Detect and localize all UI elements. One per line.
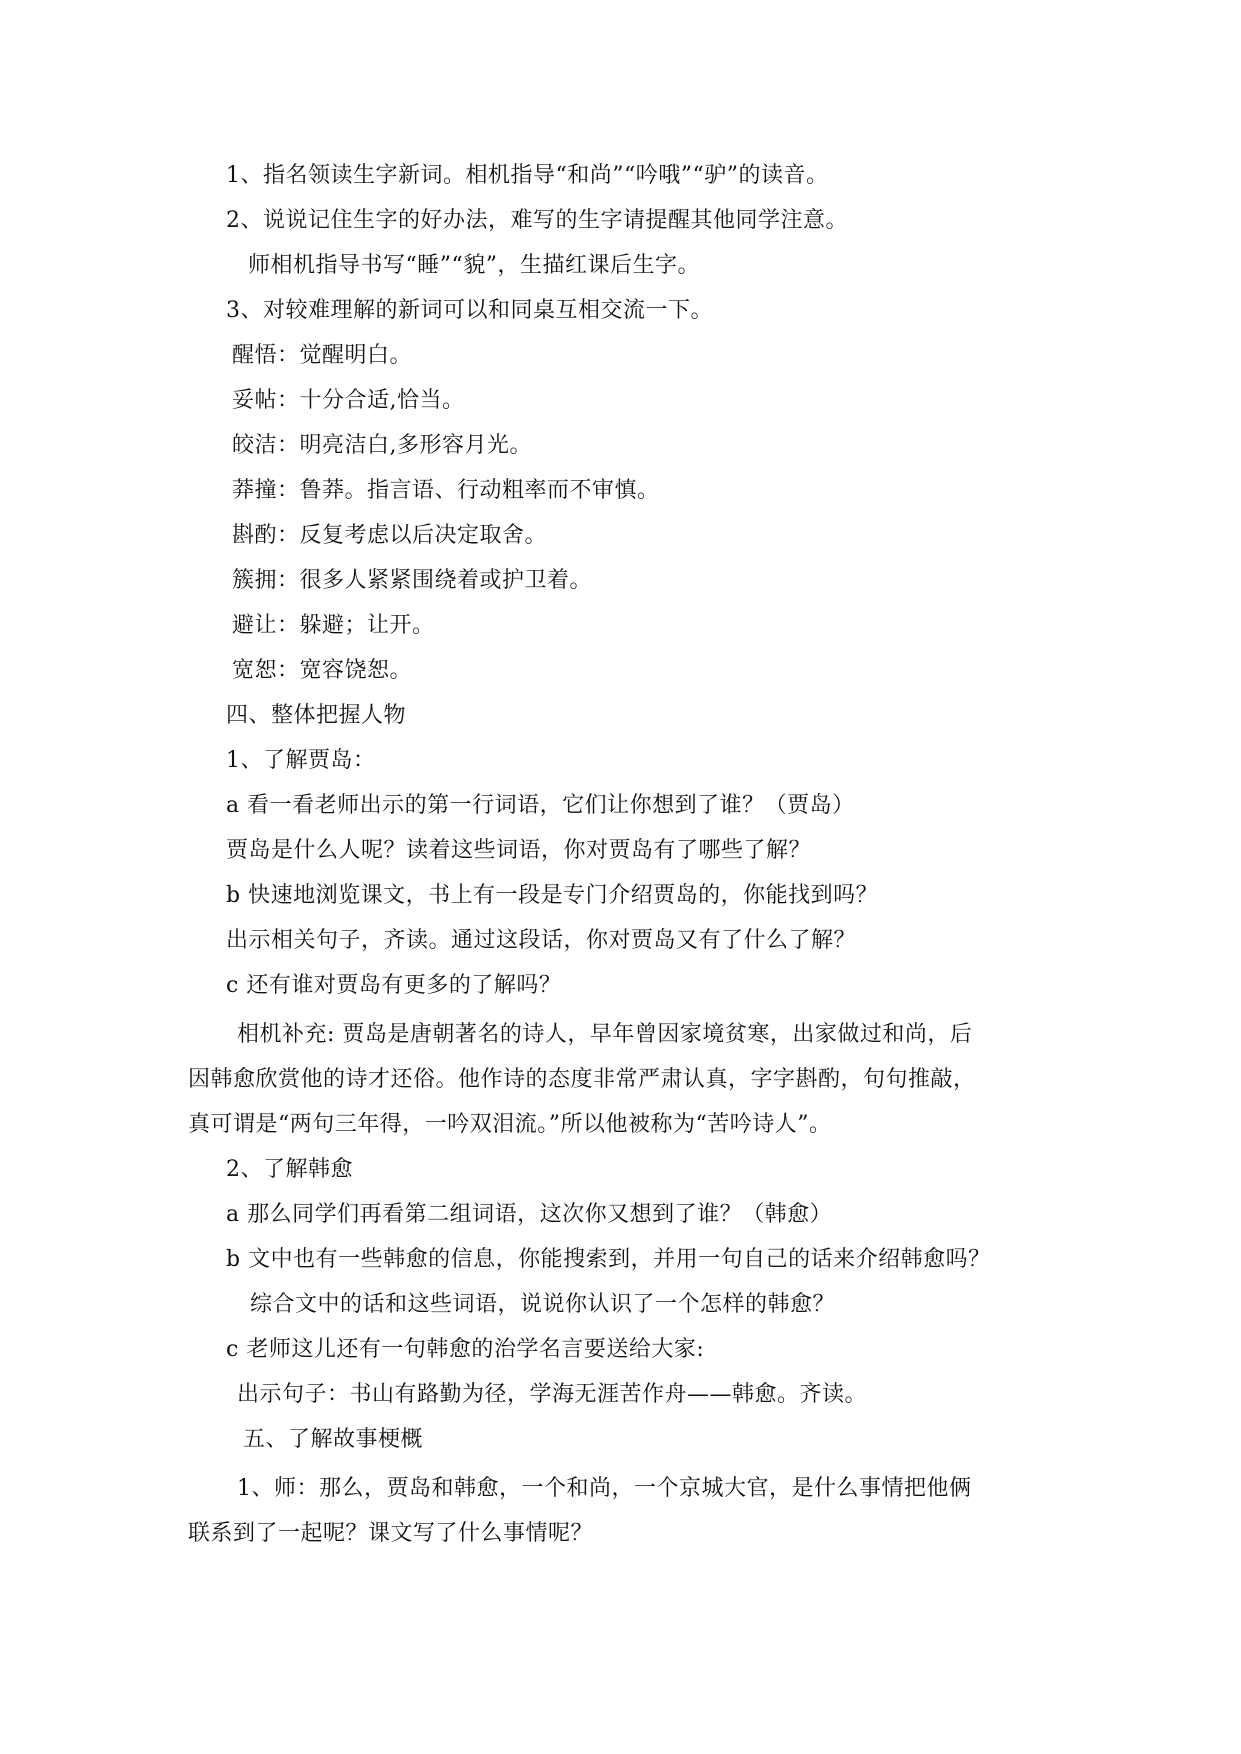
glossary-item: 醒悟：觉醒明白。 [232, 343, 413, 368]
paragraph-line: 真可谓是“两句三年得，一吟双泪流。”所以他被称为“苦吟诗人”。 [188, 1112, 832, 1137]
text-line: 出示相关句子，齐读。通过这段话，你对贾岛又有了什么了解？ [226, 928, 857, 953]
glossary-item: 妥帖：十分合适,恰当。 [232, 388, 465, 413]
paragraph-line: 1、师：那么，贾岛和韩愈，一个和尚，一个京城大官，是什么事情把他俩 [237, 1476, 972, 1501]
paragraph-line: 相机补充: 贾岛是唐朝著名的诗人，早年曾因家境贫寒，出家做过和尚，后 [237, 1022, 973, 1047]
subsection-heading: 2、了解韩愈 [226, 1157, 353, 1182]
subsection-heading: 1、了解贾岛： [226, 748, 376, 773]
section-heading: 五、了解故事梗概 [243, 1427, 424, 1452]
text-line: 综合文中的话和这些词语，说说你认识了一个怎样的韩愈？ [250, 1292, 836, 1317]
text-line: b 快速地浏览课文，书上有一段是专门介绍贾岛的，你能找到吗？ [226, 883, 879, 908]
text-line: 出示句子：书山有路勤为径，学海无涯苦作舟——韩愈。齐读。 [237, 1382, 868, 1407]
glossary-item: 斟酌：反复考虑以后决定取舍。 [232, 523, 548, 548]
text-line: c 老师这儿还有一句韩愈的治学名言要送给大家: [226, 1337, 705, 1362]
text-line: a 那么同学们再看第二组词语，这次你又想到了谁？（韩愈） [226, 1202, 833, 1227]
section-heading: 四、整体把握人物 [226, 703, 407, 728]
glossary-item: 簇拥：很多人紧紧围绕着或护卫着。 [232, 568, 593, 593]
text-line: 师相机指导书写“睡”“貌”，生描红课后生字。 [248, 253, 700, 278]
text-line: 贾岛是什么人呢？读着这些词语，你对贾岛有了哪些了解？ [226, 838, 812, 863]
text-line: b 文中也有一些韩愈的信息，你能搜索到，并用一句自己的话来介绍韩愈吗？ [226, 1247, 991, 1272]
text-line: 3、对较难理解的新词可以和同桌互相交流一下。 [226, 298, 713, 323]
text-line: 2、说说记住生字的好办法，难写的生字请提醒其他同学注意。 [226, 208, 848, 233]
glossary-item: 宽恕：宽容饶恕。 [232, 658, 413, 683]
paragraph-line: 联系到了一起呢？课文写了什么事情呢？ [188, 1521, 594, 1546]
glossary-item: 莽撞：鲁莽。指言语、行动粗率而不审慎。 [232, 478, 660, 503]
glossary-item: 避让：躲避；让开。 [232, 613, 435, 638]
text-line: 1、指名领读生字新词。相机指导“和尚”“吟哦”“驴”的读音。 [226, 163, 829, 188]
glossary-item: 皎洁：明亮洁白,多形容月光。 [232, 433, 532, 458]
text-line: a 看一看老师出示的第一行词语，它们让你想到了谁？（贾岛） [226, 793, 855, 818]
paragraph-line: 因韩愈欣赏他的诗才还俗。他作诗的态度非常严肃认真，字字斟酌，句句推敲， [188, 1067, 976, 1092]
text-line: c 还有谁对贾岛有更多的了解吗？ [226, 973, 562, 998]
